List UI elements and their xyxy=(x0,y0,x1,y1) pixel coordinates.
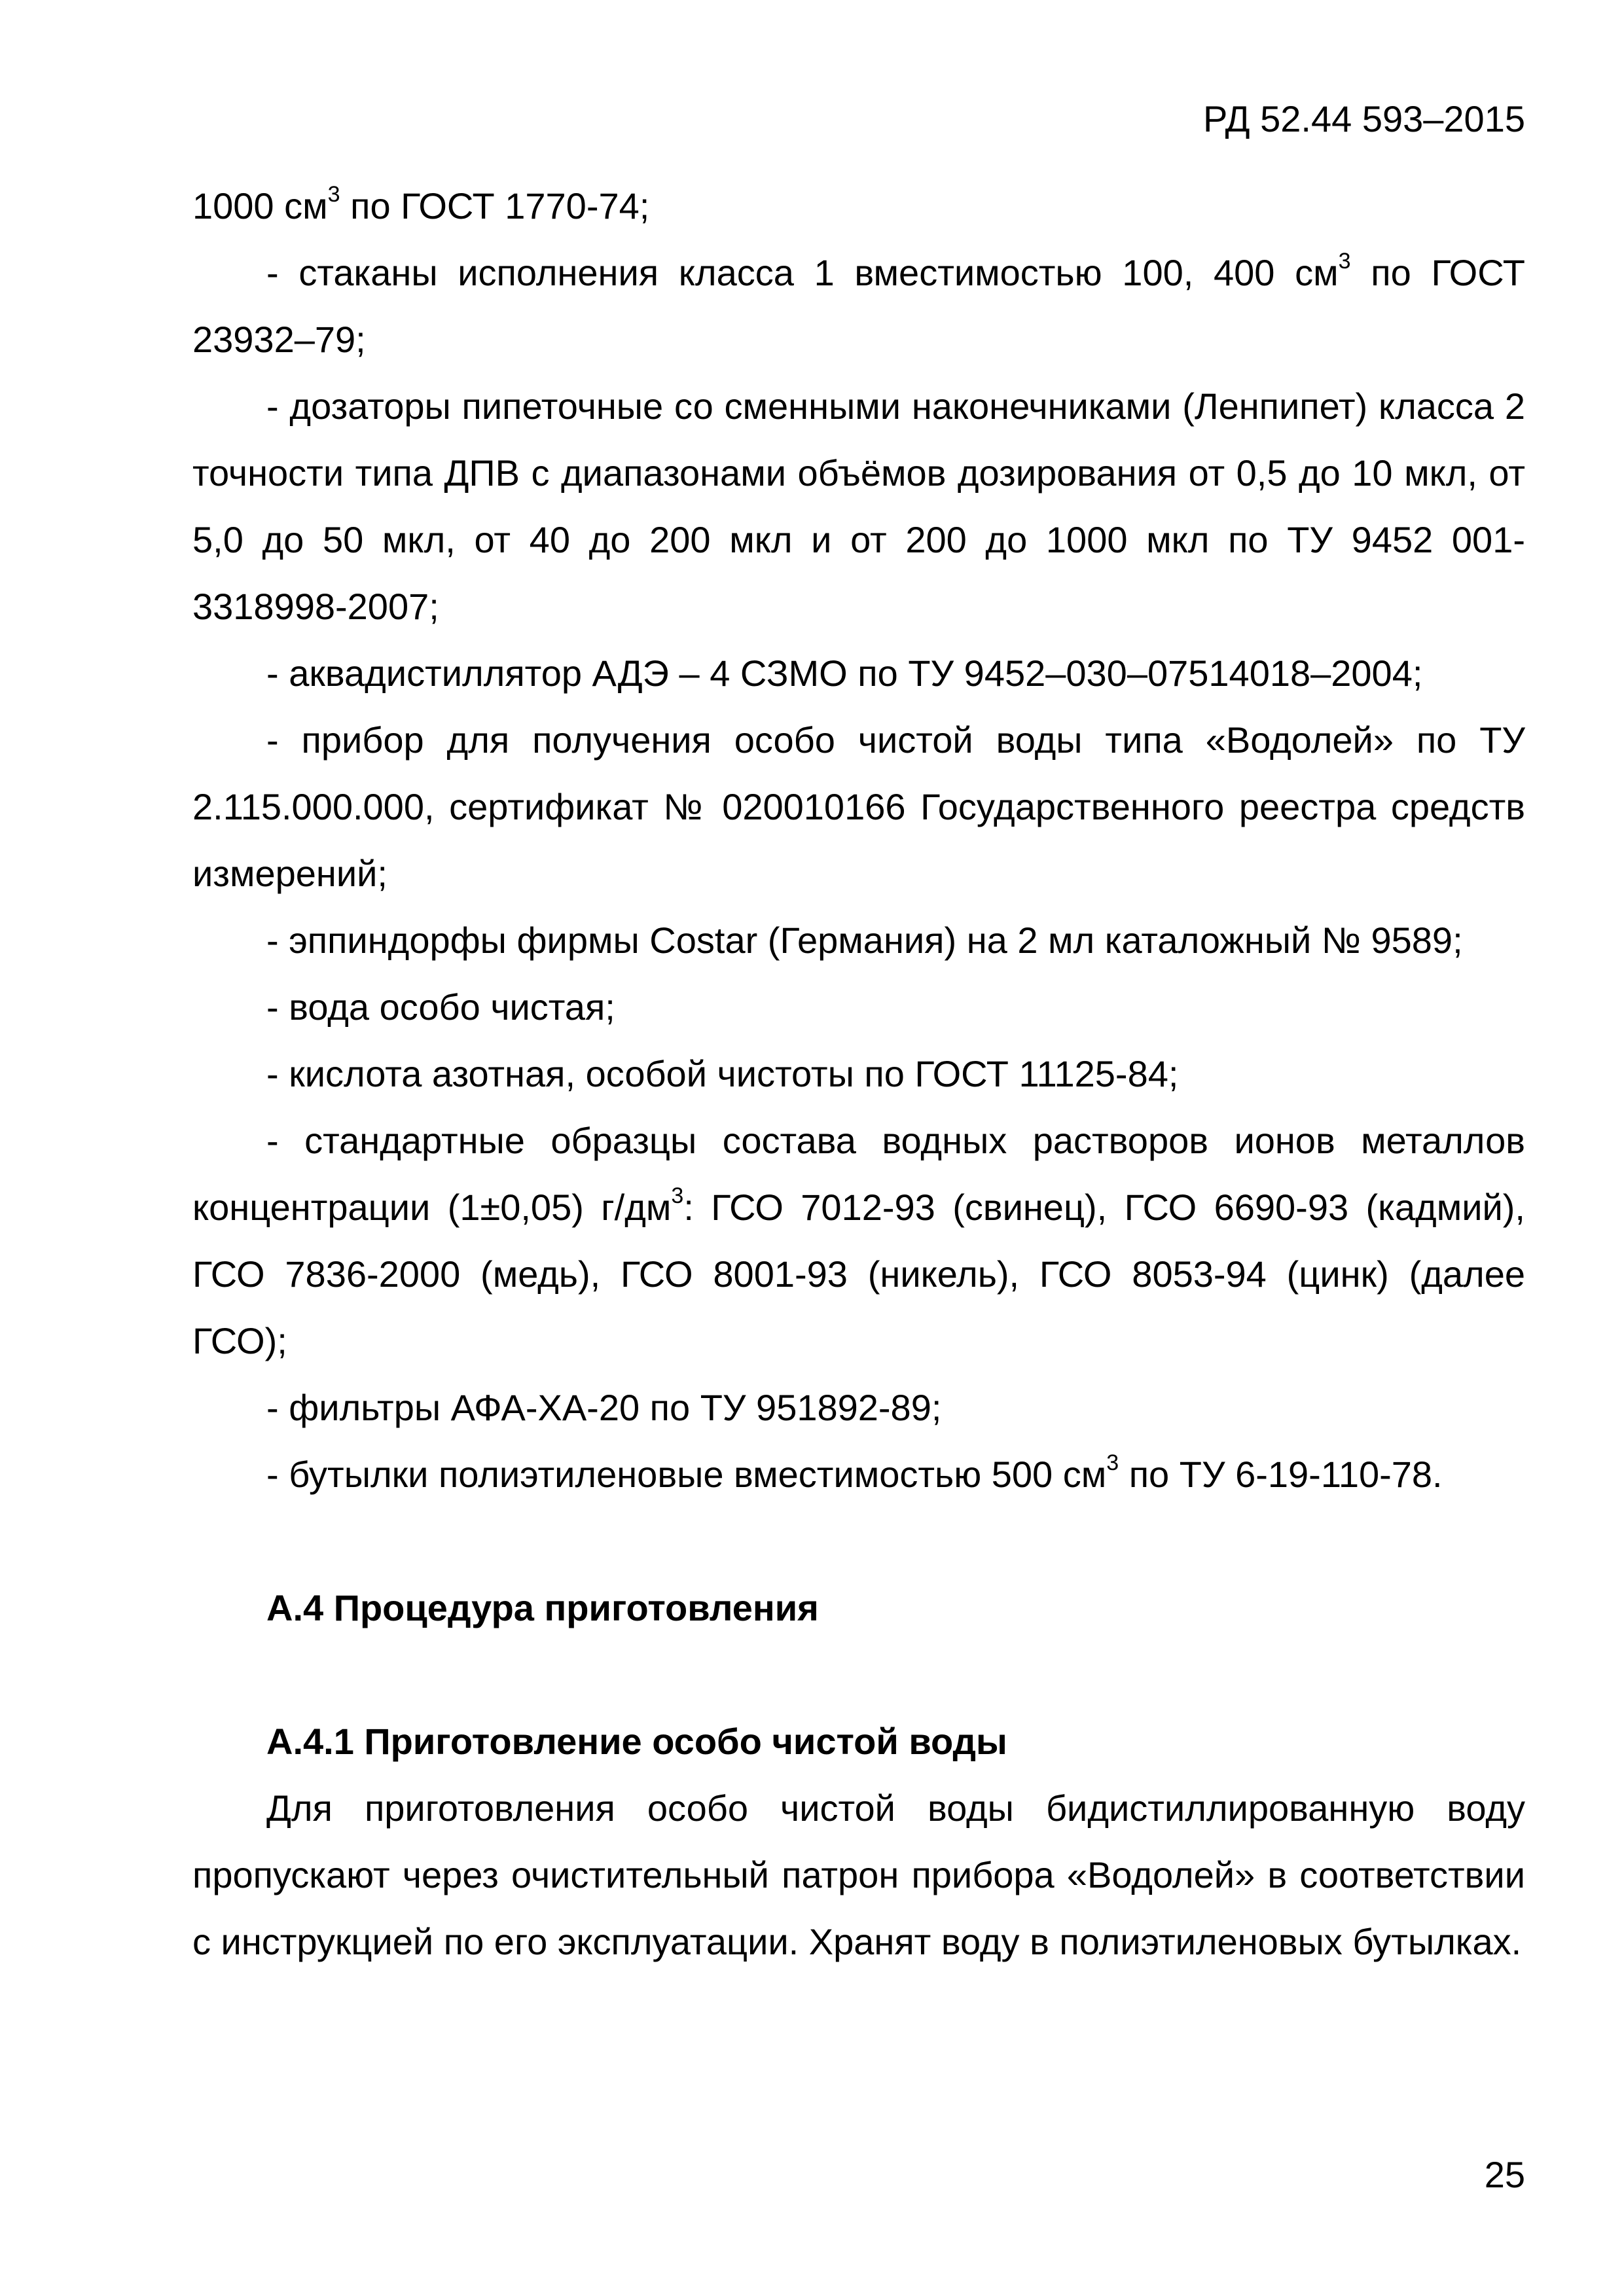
paragraph-measuring-flask xyxy=(192,173,1525,240)
document-code-header: РД 52.44 593–2015 xyxy=(1203,98,1525,139)
page-content xyxy=(192,173,1525,1975)
text-span: - бутылки полиэтиленовые вместимостью 500 см xyxy=(266,1454,1107,1495)
superscript: 3 xyxy=(1338,249,1351,274)
list-item-filters: - фильтры АФА-ХА-20 по ТУ 951892-89; xyxy=(266,1387,942,1428)
section-heading-a41: А.4.1 Приготовление особо чистой воды xyxy=(266,1721,1007,1762)
text-span: : ГСО 7012-93 (свинец), ГСО 6690-93 (кадмий), ГСО 7836-2000 (медь), ГСО 8001-93 (никель), ГСО 8053-94 (цинк) (далее ГСО); xyxy=(192,1187,1525,1361)
text-span: по ГОСТ 1770-74; xyxy=(340,185,650,226)
superscript: 3 xyxy=(327,182,340,207)
list-item-water-purifier: - прибор для получения особо чистой воды типа «Водолей» по ТУ 2.115.000.000, сертификат № 020010166 Государственного реестра средств измерений; xyxy=(192,719,1525,894)
list-item-pipette-dispensers: - дозаторы пипеточные со сменными наконечниками (Ленпипет) класса 2 точности типа ДПВ с диапазонами объёмов дозирования от 0,5 до 10 мкл, от 5,0 до 50 мкл, от 40 до 200 мкл и от 200 до 1000 мкл по ТУ 9452 001-3318998-2007; xyxy=(192,386,1525,627)
text-span: 1000 см xyxy=(192,185,328,226)
list-item-aquadistiller: - аквадистиллятор АДЭ – 4 СЗМО по ТУ 9452–030–07514018–2004; xyxy=(266,653,1423,694)
list-item-bottles xyxy=(192,1441,1525,1508)
page-number: 25 xyxy=(1484,2154,1525,2195)
superscript: 3 xyxy=(671,1183,684,1208)
list-item-nitric-acid: - кислота азотная, особой чистоты по ГОСТ 11125-84; xyxy=(266,1053,1179,1094)
list-item-beakers xyxy=(192,240,1525,373)
text-span: по ГОСТ 23932–79; xyxy=(192,252,1525,360)
list-item-eppendorfs: - эппиндорфы фирмы Costar (Германия) на 2 мл каталожный № 9589; xyxy=(266,920,1463,961)
text-span: - стаканы исполнения класса 1 вместимостью 100, 400 см xyxy=(266,252,1339,293)
superscript: 3 xyxy=(1106,1450,1119,1475)
list-item-standard-samples xyxy=(192,1107,1525,1374)
text-span: по ТУ 6-19-110-78. xyxy=(1119,1454,1443,1495)
list-item-pure-water: - вода особо чистая; xyxy=(266,986,615,1028)
paragraph-water-preparation: Для приготовления особо чистой воды бидистиллированную воду пропускают через очистительный патрон прибора «Водолей» в соответствии с инструкцией по его эксплуатации. Хранят воду в полиэтиленовых бутылках. xyxy=(192,1787,1525,1962)
text-span: - стандартные образцы состава водных растворов ионов металлов концентрации (1±0,05) г/дм xyxy=(192,1120,1525,1228)
section-heading-a4: А.4 Процедура приготовления xyxy=(266,1587,819,1628)
